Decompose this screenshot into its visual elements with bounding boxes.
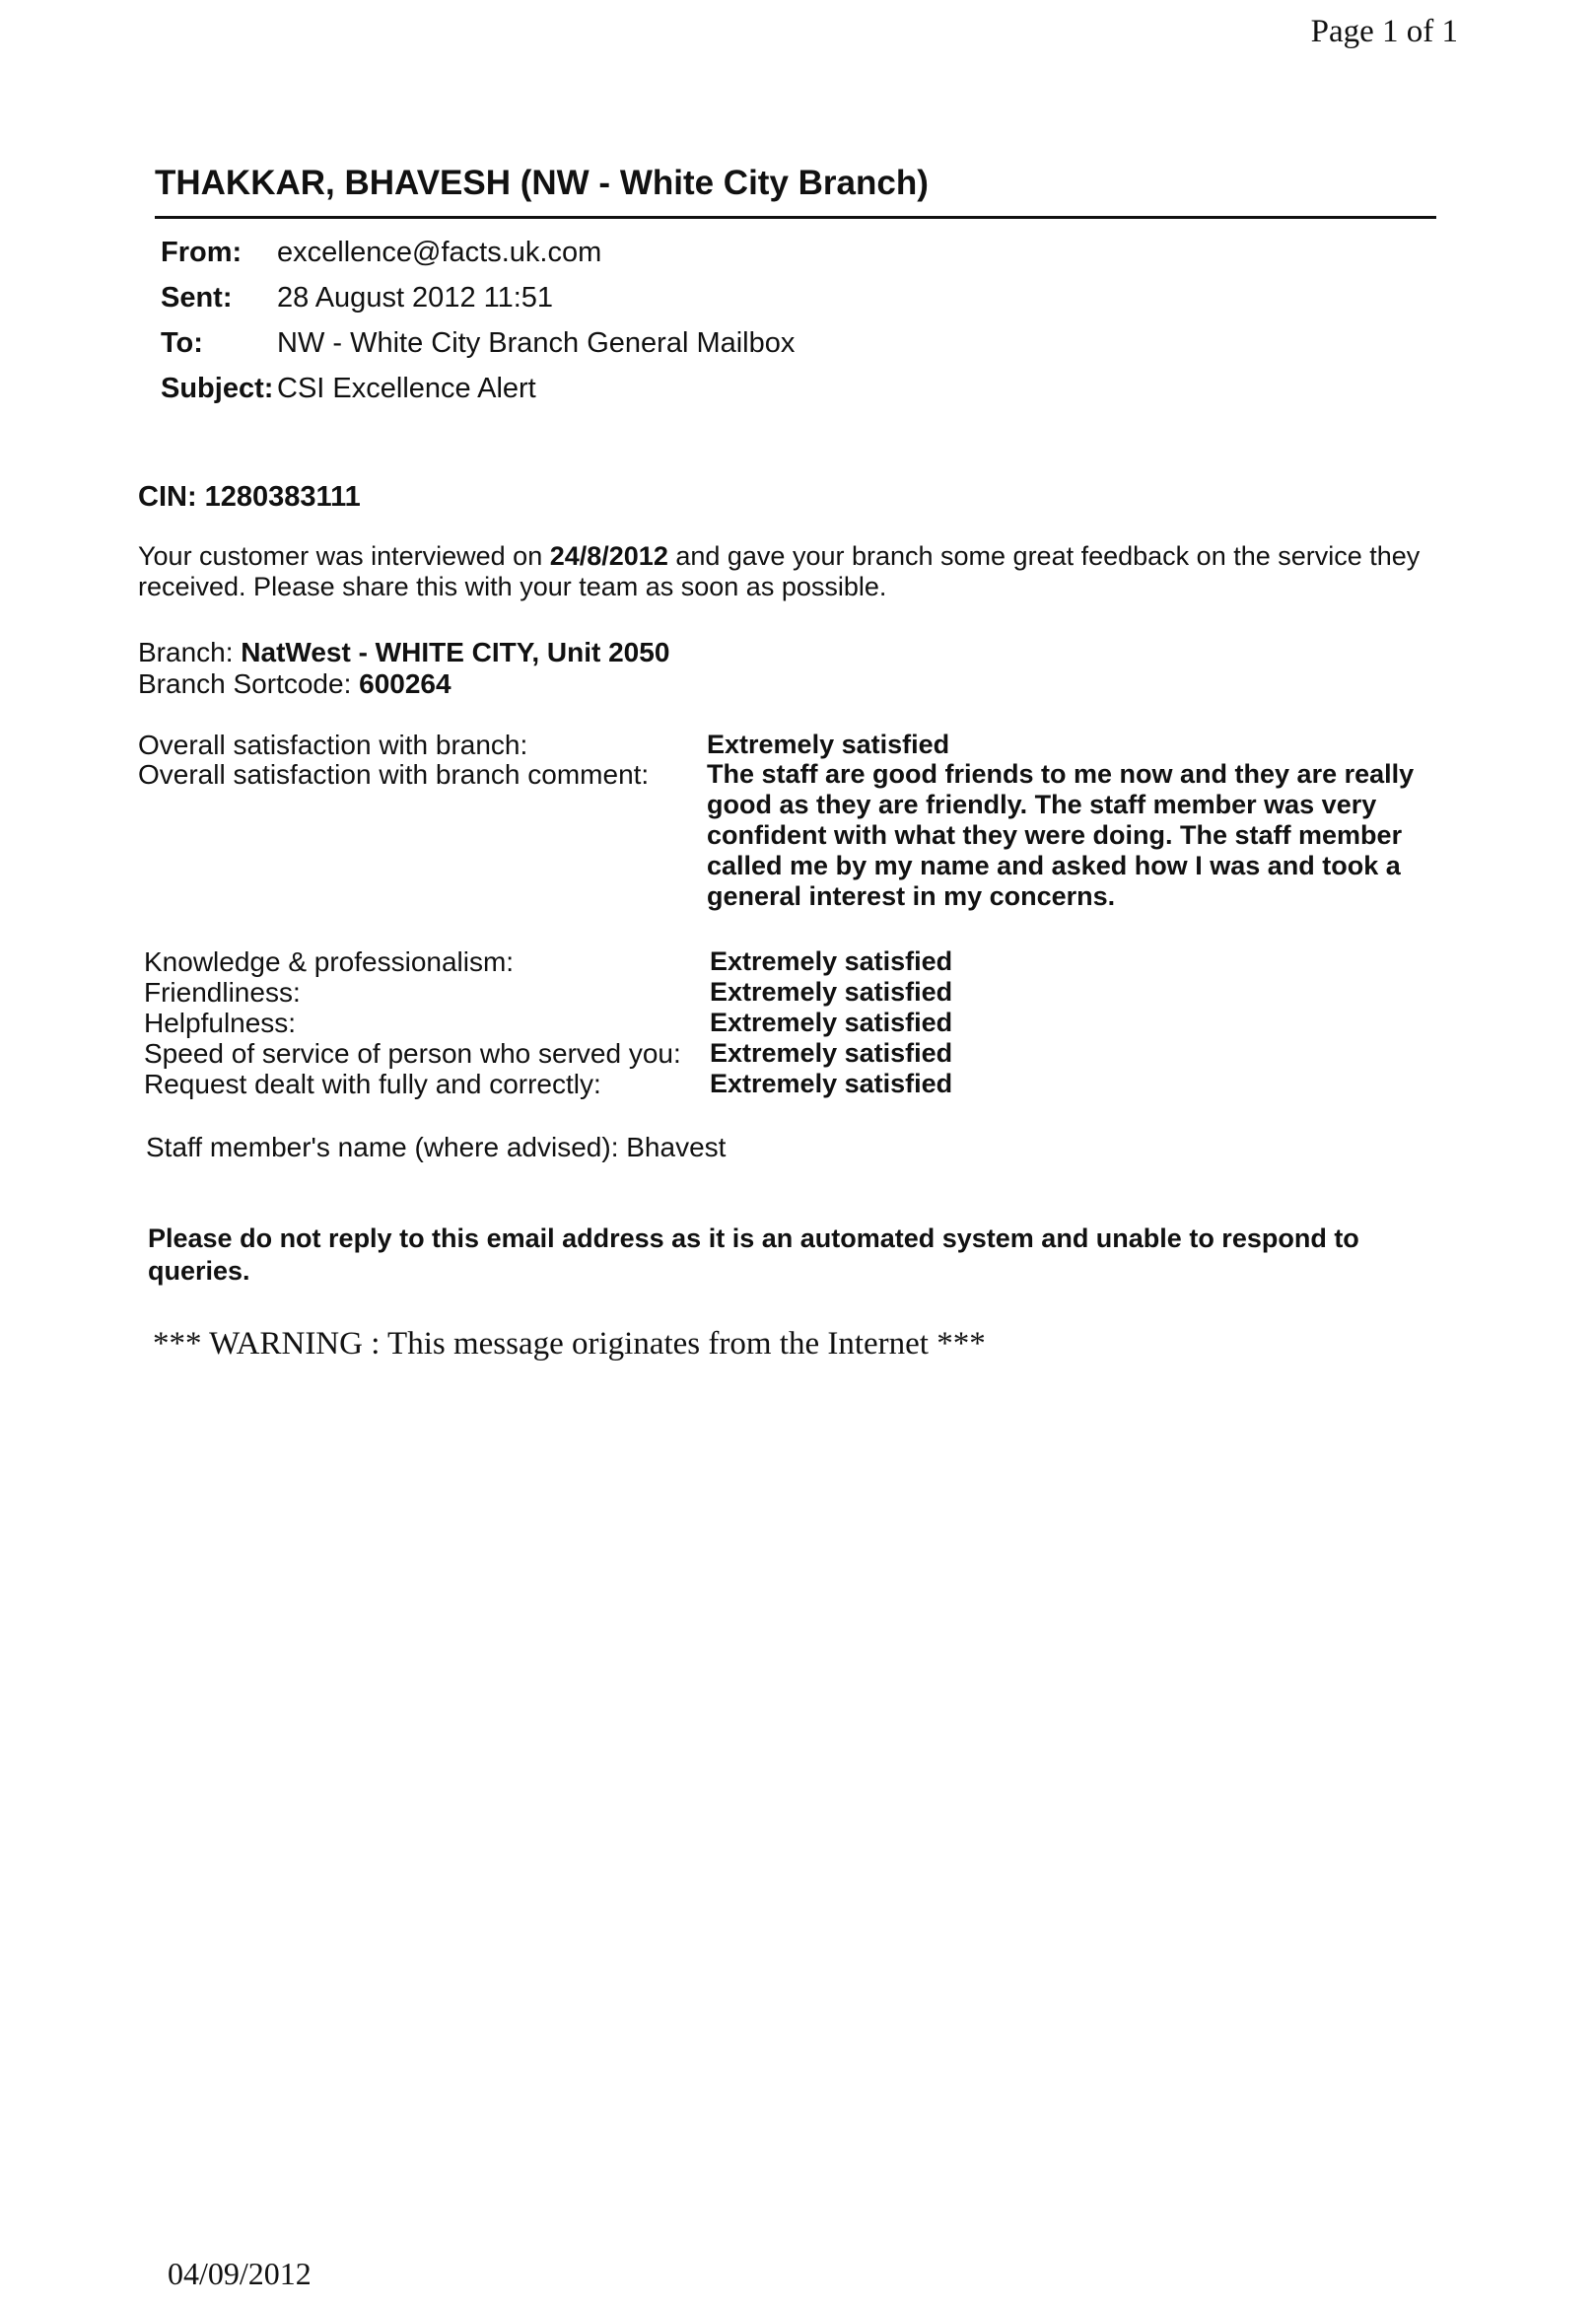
from-row (161, 237, 601, 269)
sent-row (161, 282, 553, 314)
rating-value: Extremely satisfied (710, 977, 953, 1007)
to-value: NW - White City Branch General Mailbox (277, 327, 796, 359)
sent-value: 28 August 2012 11:51 (277, 282, 554, 314)
rating-label: Speed of service of person who served you: (144, 1038, 681, 1069)
sent-label: Sent: (161, 282, 233, 314)
sortcode-value: 600264 (359, 668, 451, 699)
overall-comment-value: The staff are good friends to me now and they are really good as they are friendly. The staff member was very confident with what they were doing. The staff member called me by my name and asked how I was and took a general interest in my concerns. (707, 759, 1415, 911)
rating-label: Helpfulness: (144, 1008, 297, 1038)
rating-label: Friendliness: (144, 977, 301, 1008)
cin-number: CIN: 1280383111 (138, 481, 361, 513)
page-number: Page 1 of 1 (1310, 14, 1458, 49)
sortcode-label: Branch Sortcode: (138, 668, 360, 699)
staff-member-name: Staff member's name (where advised): Bhavest (146, 1132, 727, 1162)
branch-line (138, 637, 669, 668)
footer-date: 04/09/2012 (168, 2256, 312, 2291)
no-reply-notice: Please do not reply to this email address as it is an automated system and unable to respond to queries. (148, 1223, 1359, 1286)
branch-label: Branch: (138, 637, 242, 667)
to-row (161, 327, 795, 360)
rating-value: Extremely satisfied (710, 946, 953, 976)
intro-part1: Your customer was interviewed on (138, 541, 550, 571)
rating-value: Extremely satisfied (710, 1069, 953, 1098)
rating-label: Request dealt with fully and correctly: (144, 1069, 601, 1099)
rating-value: Extremely satisfied (710, 1038, 953, 1068)
overall-comment-label: Overall satisfaction with branch comment: (138, 759, 650, 790)
email-title: THAKKAR, BHAVESH (NW - White City Branch) (155, 164, 929, 202)
rating-label: Knowledge & professionalism: (144, 946, 515, 977)
from-value: excellence@facts.uk.com (277, 237, 602, 268)
intro-part2: and gave your branch some great feedback on the service they received. Please share this with your team as soon as possible. (138, 541, 1421, 601)
subject-row (161, 373, 536, 405)
title-divider (155, 216, 1436, 219)
intro-paragraph (138, 541, 1459, 602)
rating-value: Extremely satisfied (710, 1008, 953, 1037)
subject-value: CSI Excellence Alert (277, 373, 536, 404)
branch-value: NatWest - WHITE CITY, Unit 2050 (241, 637, 670, 667)
internet-warning: *** WARNING : This message originates from the Internet *** (153, 1326, 986, 1362)
sortcode-line (138, 668, 451, 700)
subject-label: Subject: (161, 373, 274, 404)
overall-satisfaction-label: Overall satisfaction with branch: (138, 730, 528, 760)
to-label: To: (161, 327, 203, 359)
overall-satisfaction-value: Extremely satisfied (707, 730, 950, 759)
interview-date: 24/8/2012 (549, 541, 668, 571)
from-label: From: (161, 237, 243, 268)
